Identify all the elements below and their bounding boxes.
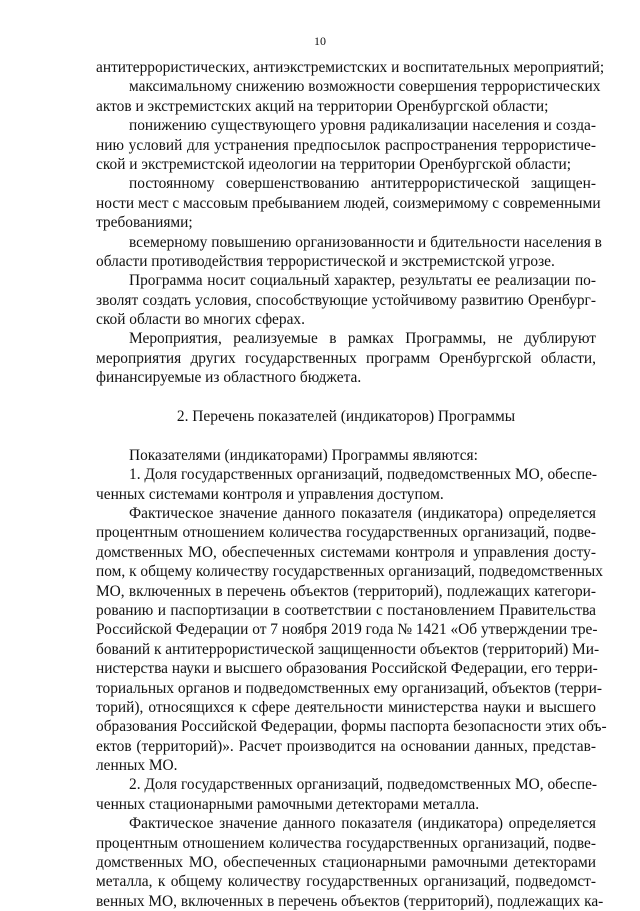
text-line: финансируемые из областного бюджета. — [96, 369, 362, 387]
text-line: ториальных органов и подведомственных ему организаций, объектов (терри- — [96, 679, 603, 697]
page-number: 10 — [314, 34, 326, 48]
text-line: ской и экстремистской идеологии на территории Оренбургской области; — [96, 155, 571, 173]
text-line: торий), относящихся к сфере деятельности министерства науки и высшего — [96, 698, 596, 716]
text-line: антитеррористических, антиэкстремистских и воспитательных мероприятий; — [96, 59, 605, 76]
document-body — [96, 58, 607, 911]
text-line: нию условий для устранения предпосылок распространения террористиче- — [96, 136, 596, 154]
text-line: требованиями; — [96, 214, 193, 232]
text-line: актов и экстремистских акций на территории Оренбургской области; — [96, 97, 549, 115]
text-line: Российской Федерации от 7 ноября 2019 года № 1421 «Об утверждении тре- — [96, 621, 598, 639]
text-line: 2. Доля государственных организаций, подведомственных МО, обеспе- — [129, 776, 598, 794]
text-line: зволят создать условия, способствующие устойчивому развитию Оренбург- — [96, 291, 596, 309]
text-line: рованию и паспортизации в соответствии с постановлением Правительства — [96, 601, 596, 619]
text-line: бований к антитеррористической защищенности объектов (территорий) Ми- — [96, 640, 600, 658]
text-line: МО, включенных в перечень объектов (территорий), подлежащих категори- — [96, 582, 596, 600]
text-line: понижению существующего уровня радикализации населения и созда- — [129, 117, 596, 135]
text-line: области противодействия террористической и экстремистской угрозе. — [96, 252, 555, 270]
text-line: мероприятия других государственных программ Оренбургской области, — [96, 349, 596, 367]
text-line: пом, к общему количеству государственных организаций, подведомственных — [96, 563, 603, 581]
text-line: Показателями (индикаторами) Программы являются: — [129, 446, 478, 464]
text-line: металла, к общему количеству государственных организаций, подведомст- — [96, 873, 596, 891]
text-line: Фактическое значение данного показателя (индикатора) определяется — [129, 815, 596, 833]
text-line: 1. Доля государственных организаций, подведомственных МО, обеспе- — [129, 466, 598, 484]
text-line: ченных стационарными рамочными детекторами металла. — [96, 795, 480, 813]
paragraph-spacer — [96, 426, 596, 445]
text-line: домственных МО, обеспеченных стационарными рамочными детекторами — [96, 854, 596, 872]
text-line: Программа носит социальный характер, результаты ее реализации по- — [129, 272, 596, 290]
text-line: постоянному совершенствованию антитеррористической защищен- — [129, 175, 596, 193]
text-line: образования Российской Федерации, формы паспорта безопасности этих объ- — [96, 718, 607, 736]
text-line: нистерства науки и высшего образования Российской Федерации, его терри- — [96, 660, 598, 678]
text-line: Фактическое значение данного показателя (индикатора) определяется — [129, 504, 596, 522]
text-line: ектов (территорий)». Расчет производится на основании данных, представ- — [96, 737, 596, 755]
text-line: всемерному повышению организованности и бдительности населения в — [129, 233, 602, 251]
text-line: процентным отношением количества государственных организаций, подве- — [96, 524, 596, 542]
text-line: ности мест с массовым пребыванием людей, соизмеримому с современными — [96, 194, 601, 212]
section-heading: 2. Перечень показателей (индикаторов) Программы — [176, 408, 516, 426]
text-line: ской области во многих сферах. — [96, 311, 305, 329]
text-line: венных МО, включенных в перечень объектов (территорий), подлежащих ка- — [96, 892, 604, 910]
text-line: Мероприятия, реализуемые в рамках Программы, не дублируют — [129, 330, 596, 348]
text-line: ченных системами контроля и управления доступом. — [96, 485, 444, 503]
paragraph-spacer — [96, 388, 596, 407]
text-line: ленных МО. — [96, 757, 178, 775]
text-line: домственных МО, обеспеченных системами контроля и управления досту- — [96, 543, 596, 561]
text-line: процентным отношением количества государственных организаций, подве- — [96, 834, 596, 852]
text-line: максимальному снижению возможности совершения террористических — [129, 78, 601, 96]
